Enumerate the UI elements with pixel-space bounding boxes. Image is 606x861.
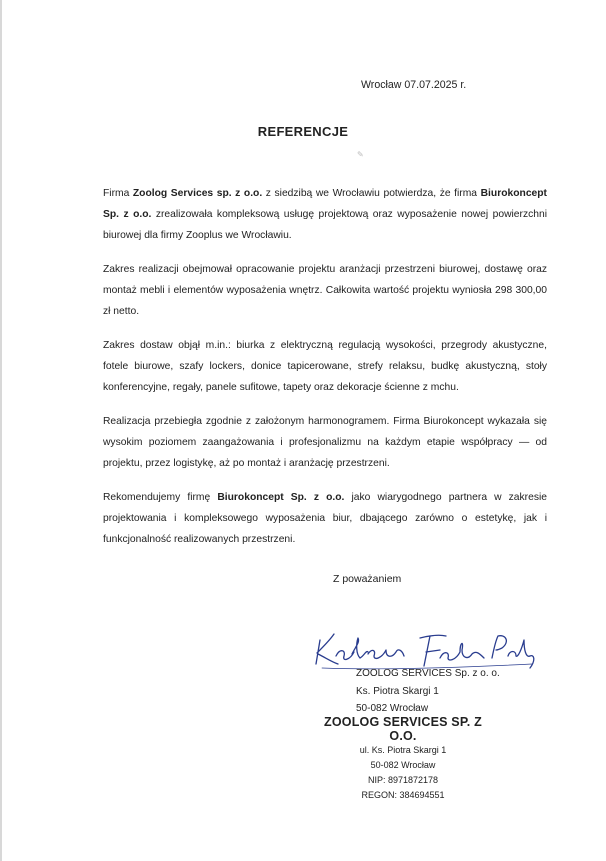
stamp-regon: REGON: 384694551 <box>361 790 445 800</box>
paragraph-2: Zakres realizacji obejmował opracowanie projektu aranżacji przestrzeni biurowej, dostawę oraz montaż mebli i elementów wyposażenia wnętrz. Całkowita wartość projektu wyniosła 298 300,00 zł netto. <box>103 264 547 317</box>
paragraph-3: Zakres dostaw objął m.in.: biurka z elektryczną regulacją wysokości, przegrody akustyczne, fotele biurowe, szafy lockers, donice tapicerowane, strefy relaksu, budkę akustyczną, stoły konferencyjne, regały, panele sufitowe, tapety oraz dekoracje ścienne z mchu. <box>103 340 547 393</box>
paragraph-1 <box>103 183 547 246</box>
signatory-street: Ks. Piotra Skargi 1 <box>356 685 439 697</box>
scan-mark: ✎ <box>357 150 364 159</box>
p1-text-3: zrealizowała kompleksową usługę projektową oraz wyposażenie nowej powierzchni biurowej dla firmy Zooplus we Wrocławiu. <box>103 209 547 241</box>
letter-body <box>103 183 547 563</box>
p1-text-1: Firma <box>103 188 133 199</box>
p5-text-1: Rekomendujemy firmę <box>103 492 218 503</box>
letter-date: Wrocław 07.07.2025 r. <box>361 79 467 91</box>
paragraph-4: Realizacja przebiegła zgodnie z założonym harmonogramem. Firma Biurokoncept wykazała się wysokim poziomem zaangażowania i profesjonalizmu na każdym etapie współpracy — od projektu, przez logistykę, aż po montaż i aranżację przestrzeni. <box>103 416 547 469</box>
signatory-details <box>356 665 500 718</box>
p1-company-name: Zoolog Services sp. z o.o. <box>132 188 263 199</box>
signatory-city: 50-082 Wrocław <box>356 703 429 714</box>
stamp-street: ul. Ks. Piotra Skargi 1 <box>359 745 447 755</box>
p1-text-2: z siedzibą we Wrocławiu potwierdza, że firma <box>262 188 481 199</box>
closing-greeting: Z poważaniem <box>333 573 402 585</box>
paragraph-5 <box>103 487 547 550</box>
stamp-company-name: ZOOLOG SERVICES SP. Z O.O. <box>324 715 482 743</box>
p5-text-2: jako wiarygodnego partnera w zakresie projektowania i kompleksowego wyposażenia biur, dbającego zarówno o estetykę, jak i funkcjonalność realizowanych przestrzeni. <box>103 492 547 545</box>
company-stamp <box>312 715 494 803</box>
p1-contractor-name: Biurokoncept Sp. z o.o. <box>103 188 547 220</box>
stamp-city: 50-082 Wrocław <box>370 760 436 770</box>
signatory-company: ZOOLOG SERVICES Sp. z o. o. <box>356 668 500 679</box>
stamp-nip: NIP: 8971872178 <box>367 775 439 785</box>
document-title: REFERENCJE <box>257 124 349 139</box>
p5-contractor-name: Biurokoncept Sp. z o.o. <box>217 492 345 503</box>
